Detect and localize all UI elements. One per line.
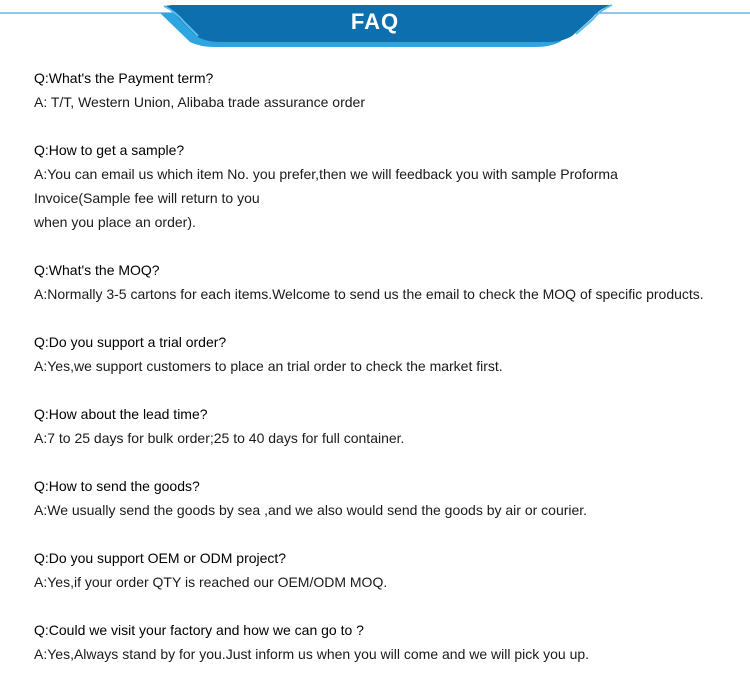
faq-question: Q:Do you support OEM or ODM project? (34, 550, 287, 566)
faq-answer: A: T/T, Western Union, Alibaba trade assurance order (34, 94, 365, 110)
faq-item (34, 138, 734, 234)
faq-item (34, 402, 734, 450)
faq-banner (0, 0, 750, 50)
faq-question: Q:Do you support a trial order? (34, 334, 227, 350)
faq-item (34, 330, 734, 378)
banner-title: FAQ (350, 9, 400, 34)
faq-answer: A:We usually send the goods by sea ,and we also would send the goods by air or courier. (34, 502, 588, 518)
faq-answer: A:Normally 3-5 cartons for each items.Welcome to send us the email to check the MOQ of specific products. (34, 286, 704, 302)
faq-question: Q:How about the lead time? (34, 406, 208, 422)
faq-question: Q:Could we visit your factory and how we can go to ? (34, 622, 364, 638)
faq-item (34, 546, 734, 594)
faq-item (34, 66, 734, 114)
faq-item (34, 474, 734, 522)
faq-item (34, 258, 734, 306)
faq-question: Q:What's the MOQ? (34, 262, 160, 278)
faq-answer: A:Yes,we support customers to place an trial order to check the market first. (34, 358, 503, 374)
faq-answer: A:Yes,if your order QTY is reached our OEM/ODM MOQ. (34, 574, 388, 590)
faq-answer: A:You can email us which item No. you prefer,then we will feedback you with sample Proforma Invoice(Sample fee will return to you when you place an order). (34, 166, 618, 230)
faq-question: Q:What's the Payment term? (34, 70, 214, 86)
faq-question: Q:How to send the goods? (34, 478, 200, 494)
faq-question: Q:How to get a sample? (34, 142, 185, 158)
faq-answer: A:Yes,Always stand by for you.Just inform us when you will come and we will pick you up. (34, 646, 590, 662)
faq-item (34, 618, 734, 666)
faq-answer: A:7 to 25 days for bulk order;25 to 40 days for full container. (34, 430, 405, 446)
faq-list (34, 66, 734, 690)
